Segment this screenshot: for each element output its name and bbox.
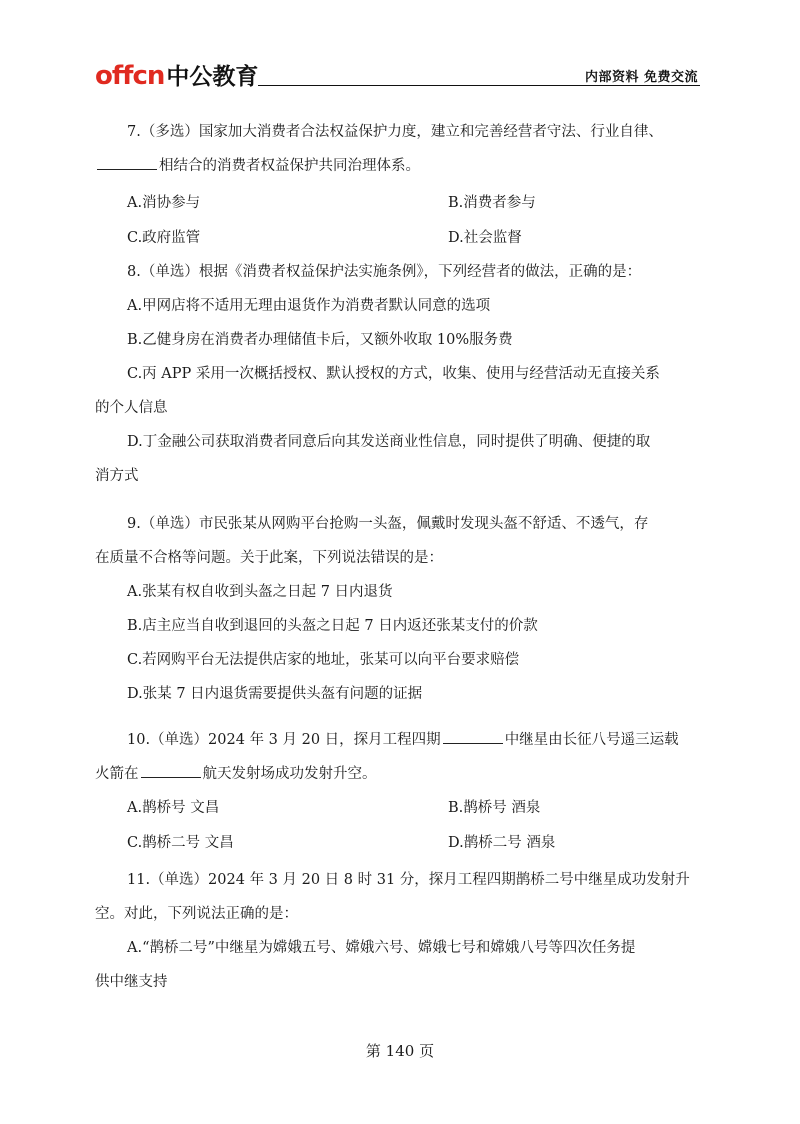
- question-10: [95, 723, 705, 791]
- q7-stem-line1: 7.（多选）国家加大消费者合法权益保护力度，建立和完善经营者守法、行业自律、: [127, 124, 663, 140]
- q7-option-d: D.社会监督: [448, 230, 522, 246]
- logo-english: offcn: [95, 61, 165, 91]
- q10-option-d: D.鹊桥二号 酒泉: [448, 835, 556, 851]
- q9-option-a: A.张某有权自收到头盔之日起 7 日内退货: [127, 584, 393, 600]
- q7-stem-line2-text: 相结合的消费者权益保护共同治理体系。: [159, 158, 420, 174]
- question-7: [95, 115, 705, 183]
- q7-option-b: B.消费者参与: [448, 195, 536, 211]
- q10-option-b: B.鹊桥号 酒泉: [448, 800, 541, 816]
- question-9: [95, 507, 705, 711]
- q10-stem-line1-post: 中继星由长征八号遥三运载: [504, 732, 679, 748]
- question-8: [95, 255, 705, 493]
- q10-blank-2: [141, 763, 201, 778]
- q7-blank: [97, 155, 157, 170]
- q10-blank-1: [443, 729, 503, 744]
- q11-stem-line2: 空。对此，下列说法正确的是：: [95, 906, 298, 922]
- q8-option-b: B.乙健身房在消费者办理储值卡后，又额外收取 10%服务费: [127, 332, 513, 348]
- q9-stem-line2: 在质量不合格等问题。关于此案，下列说法错误的是：: [95, 550, 443, 566]
- q9-option-d: D.张某 7 日内退货需要提供头盔有问题的证据: [127, 686, 423, 702]
- q8-option-c-line1: C.丙 APP 采用一次概括授权、默认授权的方式，收集、使用与经营活动无直接关系: [127, 366, 660, 382]
- q11-option-a-line2: 供中继支持: [95, 974, 168, 990]
- q10-option-a: A.鹊桥号 文昌: [127, 800, 220, 816]
- q10-stem-line2-pre: 火箭在: [95, 766, 139, 782]
- header-rule: [258, 85, 700, 86]
- logo-chinese: 中公教育: [166, 64, 259, 90]
- q8-option-c-line2: 的个人信息: [95, 400, 168, 416]
- q10-stem-line1: [95, 723, 705, 757]
- question-11: [95, 863, 705, 999]
- q10-stem-line2-post: 航天发射场成功发射升空。: [202, 766, 377, 782]
- q7-option-c: C.政府监管: [127, 230, 201, 246]
- page-header: [95, 58, 700, 91]
- q8-option-d-line2: 消方式: [95, 468, 139, 484]
- q10-stem-line2: [95, 757, 705, 791]
- q8-option-d-line1: D.丁金融公司获取消费者同意后向其发送商业性信息，同时提供了明确、便捷的取: [127, 434, 651, 450]
- q7-stem-line2: [95, 149, 705, 183]
- q8-stem: 8.（单选）根据《消费者权益保护法实施条例》，下列经营者的做法，正确的是：: [127, 264, 642, 280]
- q8-option-a: A.甲网店将不适用无理由退货作为消费者默认同意的选项: [127, 298, 491, 314]
- offcn-logo: [95, 58, 259, 91]
- q9-option-c: C.若网购平台无法提供店家的地址，张某可以向平台要求赔偿: [127, 652, 520, 668]
- page-number: 第 140 页: [365, 1042, 435, 1060]
- q11-option-a-line1: A.“鹊桥二号”中继星为嫦娥五号、嫦娥六号、嫦娥七号和嫦娥八号等四次任务提: [127, 940, 636, 956]
- q11-stem-line1: 11.（单选）2024 年 3 月 20 日 8 时 31 分，探月工程四期鹊桥二号中继星成功发射升: [127, 872, 690, 888]
- q9-option-b: B.店主应当自收到退回的头盔之日起 7 日内返还张某支付的价款: [127, 618, 538, 634]
- header-tagline: 内部资料 免费交流: [584, 70, 698, 85]
- q10-stem-line1-pre: 10.（单选）2024 年 3 月 20 日，探月工程四期: [127, 732, 441, 748]
- q10-option-c: C.鹊桥二号 文昌: [127, 835, 234, 851]
- q9-stem-line1: 9.（单选）市民张某从网购平台抢购一头盔，佩戴时发现头盔不舒适、不透气，存: [127, 516, 649, 532]
- q7-option-a: A.消协参与: [127, 195, 201, 211]
